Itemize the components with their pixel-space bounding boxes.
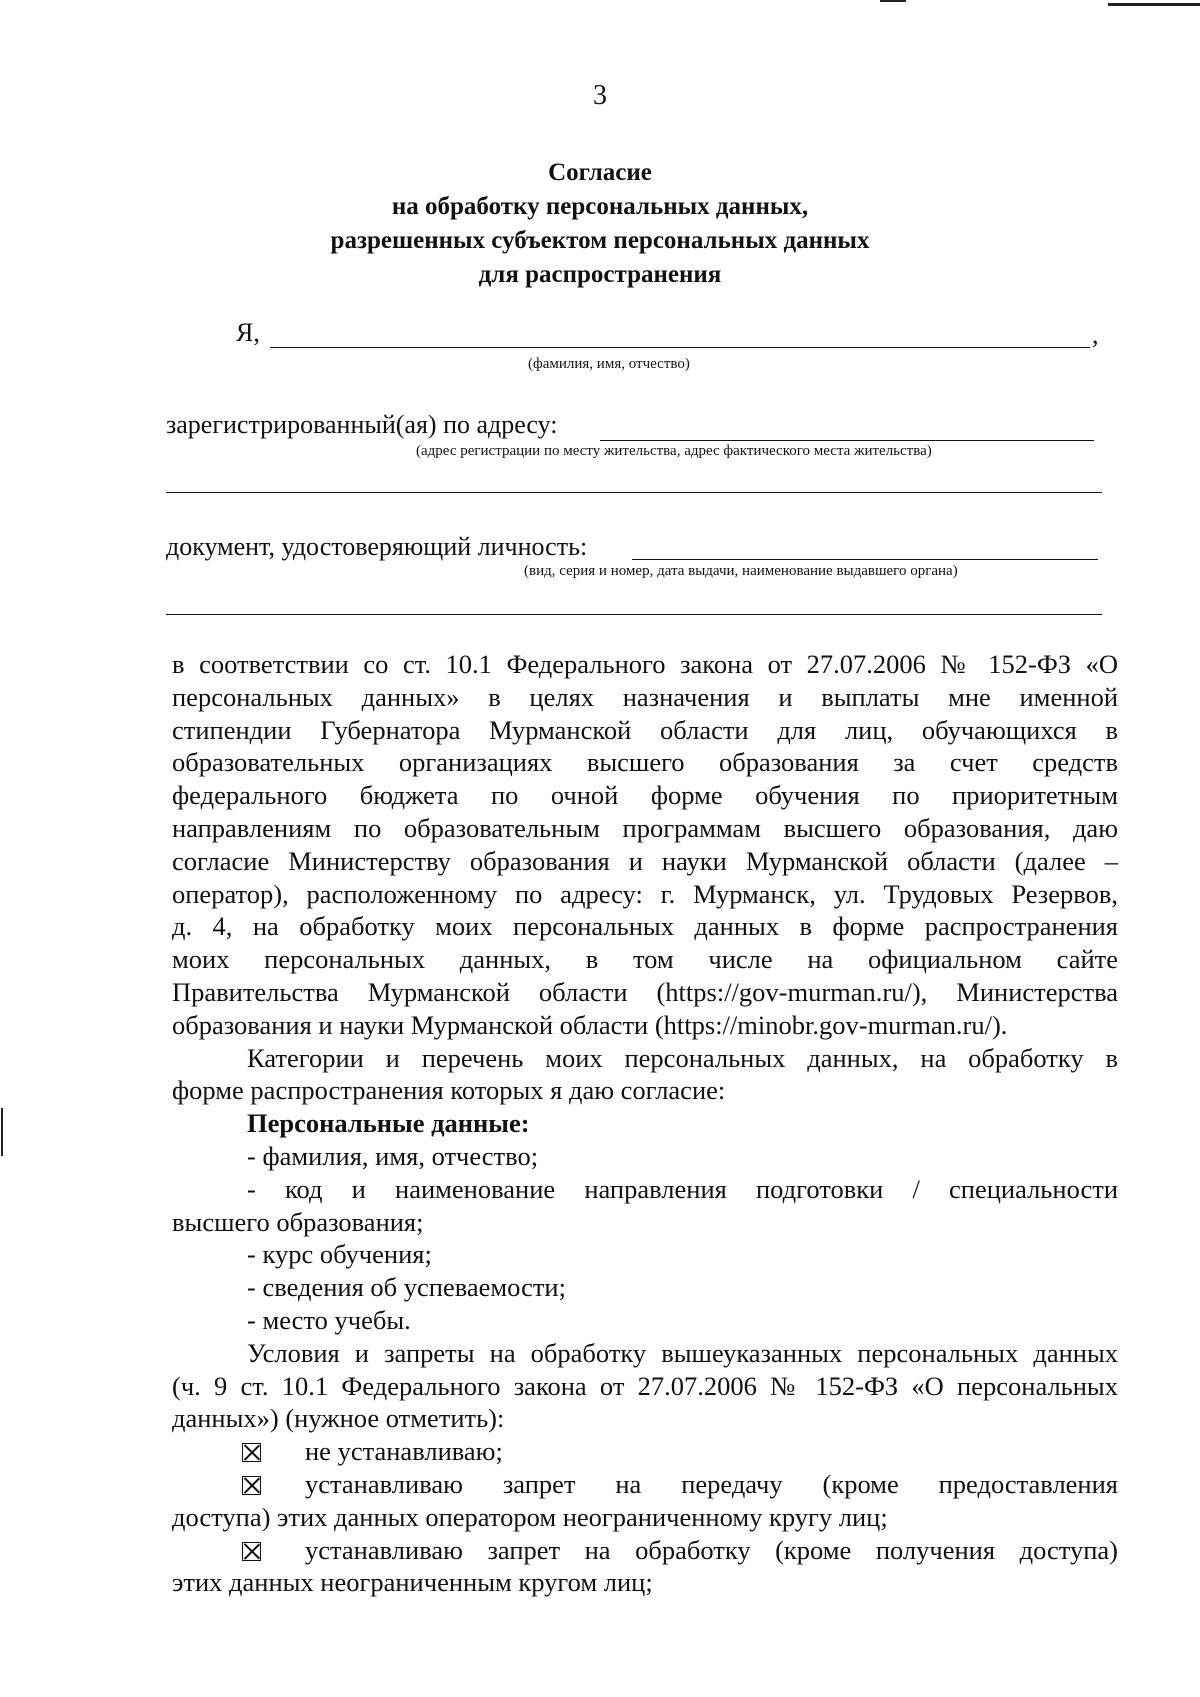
- paragraph1-line: согласие Министерству образования и науки Мурманской области (далее –: [172, 845, 1118, 876]
- address-label: зарегистрированный(ая) по адресу:: [166, 410, 558, 439]
- paragraph1-line: персональных данных» в целях назначения и выплаты мне именной: [172, 681, 1118, 712]
- consent-body: [172, 648, 1118, 1599]
- paragraph2-line: Категории и перечень моих персональных данных, на обработку в: [247, 1042, 1118, 1073]
- title-line-3: разрешенных субъектом персональных данных: [330, 227, 870, 254]
- checkbox-checked-icon[interactable]: [242, 1476, 261, 1495]
- personal-data-heading: Персональные данные:: [247, 1108, 530, 1139]
- paragraph1-line: образования и науки Мурманской области (https://minobr.gov-murman.ru/).: [172, 1009, 1008, 1040]
- document-field[interactable]: [632, 559, 1098, 560]
- checkbox-checked-icon[interactable]: [242, 1542, 261, 1561]
- list-item: - сведения об успеваемости;: [247, 1272, 566, 1303]
- name-suffix: ,: [1092, 320, 1099, 349]
- scan-artifact: [1108, 3, 1200, 6]
- page-number: 3: [593, 80, 607, 111]
- paragraph3-line: Условия и запреты на обработку вышеуказанных персональных данных: [247, 1337, 1118, 1368]
- paragraph3-line: данных») (нужное отметить):: [172, 1403, 505, 1434]
- name-prefix: Я,: [236, 318, 260, 347]
- option-ban-transfer: [169, 1468, 1118, 1501]
- paragraph2-line: форме распространения которых я даю согласие:: [172, 1075, 726, 1106]
- paragraph1-line: д. 4, на обработку моих персональных данных в форме распространения: [172, 911, 1118, 942]
- list-item: - фамилия, имя, отчество;: [247, 1140, 539, 1171]
- option-label: устанавливаю запрет на обработку (кроме получения доступа): [305, 1534, 1118, 1565]
- title-line-4: для распространения: [478, 261, 722, 288]
- option-no-restrictions: [169, 1435, 1118, 1468]
- paragraph1-line: моих персональных данных, в том числе на официальном сайте: [172, 944, 1118, 975]
- address-field-continuation[interactable]: [166, 492, 1102, 493]
- paragraph1-line: оператор), расположенному по адресу: г. Мурманск, ул. Трудовых Резервов,: [172, 878, 1118, 909]
- option-label: устанавливаю запрет на передачу (кроме предоставления: [305, 1468, 1118, 1499]
- checkbox-checked-icon[interactable]: [242, 1443, 261, 1462]
- list-item-continuation: высшего образования;: [172, 1206, 424, 1237]
- paragraph1-line: в соответствии со ст. 10.1 Федерального закона от 27.07.2006 № 152-ФЗ «О: [172, 649, 1118, 679]
- list-item: - код и наименование направления подготовки / специальности: [247, 1173, 1118, 1204]
- option-label: не устанавливаю;: [305, 1436, 503, 1467]
- list-item: - курс обучения;: [247, 1239, 432, 1270]
- list-item: - место учебы.: [247, 1304, 411, 1335]
- option-ban-processing: [169, 1534, 1118, 1567]
- scan-artifact: [880, 0, 906, 2]
- title-line-1: Согласие: [548, 159, 652, 186]
- option-label-continuation: доступа) этих данных оператором неограниченному кругу лиц;: [172, 1501, 888, 1532]
- option-label-continuation: этих данных неограниченным кругом лиц;: [172, 1567, 653, 1598]
- document-hint: (вид, серия и номер, дата выдачи, наименование выдавшего органа): [524, 563, 958, 579]
- document-label: документ, удостоверяющий личность:: [166, 532, 588, 561]
- paragraph1-line: федерального бюджета по очной форме обучения по приоритетным: [172, 780, 1118, 811]
- paragraph1-line: стипендии Губернатора Мурманской области для лиц, обучающихся в: [172, 714, 1118, 745]
- name-hint: (фамилия, имя, отчество): [528, 356, 690, 372]
- address-hint: (адрес регистрации по месту жительства, адрес фактического места жительства): [416, 443, 932, 459]
- paragraph3-line: (ч. 9 ст. 10.1 Федерального закона от 27.07.2006 № 152-ФЗ «О персональных: [172, 1370, 1118, 1401]
- document-field-continuation[interactable]: [166, 614, 1102, 615]
- title-line-2: на обработку персональных данных,: [391, 193, 809, 220]
- paragraph1-line: направлениям по образовательным программам высшего образования, даю: [172, 812, 1118, 843]
- address-field[interactable]: [600, 440, 1094, 441]
- scan-artifact: [1, 1108, 3, 1156]
- name-field[interactable]: [270, 347, 1090, 348]
- paragraph1-line: Правительства Мурманской области (https://gov-murman.ru/), Министерства: [172, 976, 1118, 1007]
- paragraph1-line: образовательных организациях высшего образования за счет средств: [172, 747, 1118, 778]
- document-title: [0, 156, 1200, 292]
